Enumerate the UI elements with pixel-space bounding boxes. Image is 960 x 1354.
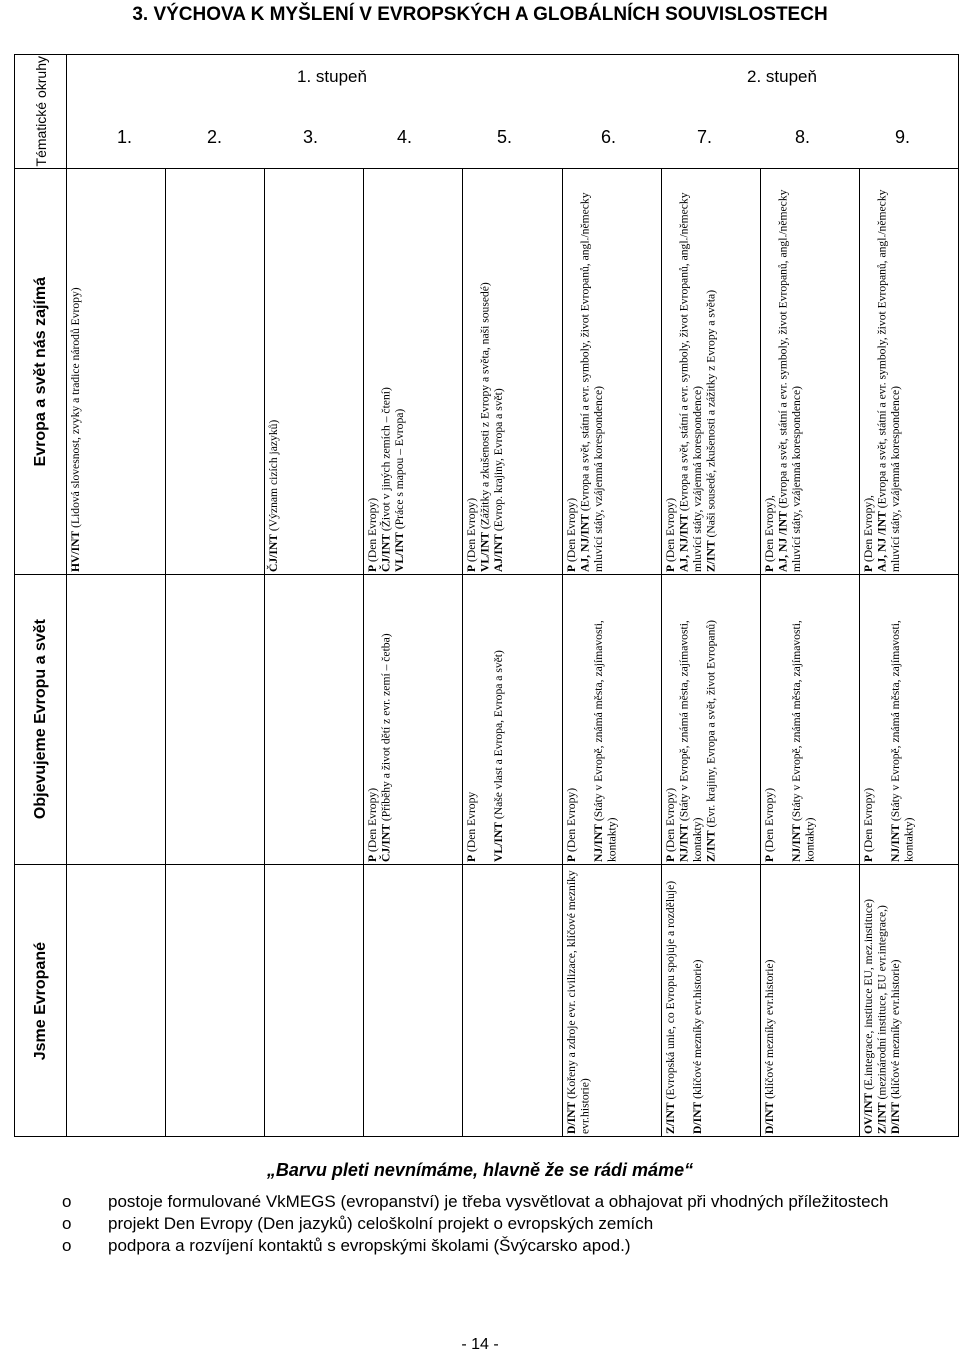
cell-desc: (Život v jiných zemích – čtení) (379, 387, 393, 534)
cell-desc: (Evropa a svět, státní a evr. symboly, život Evropanů, angl./německy mluvící státy, vzájemná korespondence) (875, 189, 902, 572)
cell-line (492, 578, 506, 862)
cell-text (463, 575, 508, 865)
table-cell (67, 575, 166, 865)
cell-line (776, 578, 790, 862)
cell-desc: (Lidová slovesnost, zvyky a tradice národů Evropy) (69, 287, 82, 531)
table-cell (662, 865, 761, 1137)
notes-section (0, 1160, 960, 1257)
cell-desc: (klíčové mezníky evr.historie) (762, 959, 776, 1102)
cell-subject: Z/INT (875, 1102, 889, 1134)
cell-text (860, 169, 905, 575)
cell-desc: (Den Evropy) (366, 787, 380, 855)
note-item (0, 1191, 960, 1213)
cell-subject: AJ, NJ /INT (875, 511, 889, 572)
cell-line (366, 578, 380, 862)
cell-subject: NJ/INT (677, 823, 691, 862)
table-cell (463, 169, 562, 575)
cell-text (463, 865, 467, 1137)
cell-desc (578, 859, 591, 862)
table-cell (364, 169, 463, 575)
cell-desc: (Den Evropy) (762, 787, 776, 855)
note-text: postoje formulované VkMEGS (evropanství) je třeba vysvětlovat a obhajovat při vhodných příležitostech (108, 1192, 889, 1211)
cell-line (69, 172, 83, 572)
cell-desc: (Evrop. krajiny, Evropa a svět) (492, 388, 506, 534)
cell-text (563, 169, 608, 575)
cell-desc (479, 859, 492, 862)
cell-text (662, 865, 707, 1137)
table-cell (662, 575, 761, 865)
cell-subject: VL/INT (478, 532, 492, 572)
note-item (0, 1235, 960, 1257)
cell-subject: D/INT (690, 1101, 704, 1134)
cell-subject: P (762, 564, 776, 572)
grade-label: 2. (207, 127, 223, 147)
column-title: Objevujeme Evropu a svět (31, 619, 49, 820)
cell-text (166, 169, 170, 575)
cell-text (761, 169, 806, 575)
column-objevujeme-header (15, 575, 67, 865)
cell-text (761, 575, 819, 865)
table-cell (761, 169, 860, 575)
cell-subject: P (564, 854, 578, 862)
cell-subject: HV/INT (69, 530, 82, 572)
cell-line (875, 868, 889, 1134)
cell-text (67, 575, 71, 865)
cell-desc: (Den Evropy) (663, 497, 677, 565)
cell-line (677, 868, 691, 1134)
stage-2-label: 2. stupeň (747, 67, 817, 86)
grade-label: 9. (895, 127, 911, 147)
cell-line (664, 868, 678, 1134)
table-cell (166, 169, 265, 575)
cell-text (761, 865, 779, 1137)
cell-desc: (klíčové mezníky evr.historie) (690, 959, 704, 1102)
cell-text (463, 169, 508, 575)
table-cell (265, 169, 364, 575)
cell-text (265, 575, 269, 865)
column-title: Jsme Evropané (31, 941, 49, 1061)
bullet-marker: o (62, 1214, 72, 1233)
cell-desc: (Evropa a svět, státní a evr. symboly, život Evropanů, angl./německy mluvící státy, vzájemná korespondence) (776, 189, 803, 572)
cell-line (393, 172, 407, 572)
cell-desc: (Den Evropy) (564, 497, 578, 565)
note-item (0, 1213, 960, 1235)
cell-line (465, 578, 479, 862)
cell-desc: (Evropská unie, co Evropu spojuje a rozděluje) (663, 880, 677, 1103)
cell-subject: P (366, 854, 380, 862)
cell-line (862, 578, 876, 862)
cell-line (465, 172, 479, 572)
cell-subject: Z/INT (704, 540, 718, 572)
cell-text (860, 865, 905, 1137)
cell-text (67, 865, 71, 1137)
cell-line (862, 868, 876, 1134)
grade-label: 3. (303, 127, 319, 147)
cell-line (704, 172, 718, 572)
cell-line (763, 578, 777, 862)
cell-line (790, 578, 817, 862)
note-text: projekt Den Evropy (Den jazyků) celoškolní projekt o evropských zemích (108, 1214, 654, 1233)
table-body-cell (15, 55, 959, 1137)
table-cell (364, 865, 463, 1137)
cell-line (763, 172, 777, 572)
grade-label: 6. (601, 127, 617, 147)
table-cell (761, 865, 860, 1137)
cell-desc: (Evropa a svět, státní a evr. symboly, život Evropanů, angl./německy mluvící státy, vzájemná korespondence) (578, 192, 605, 572)
table-cell (563, 865, 662, 1137)
cell-desc: (Den Evropy) (564, 787, 578, 855)
cell-subject: NJ/INT (789, 823, 803, 862)
cell-line (479, 578, 493, 862)
cell-line (565, 578, 579, 862)
themes-label: Tématické okruhy (32, 56, 49, 167)
cell-desc: (Den Evropy), (762, 495, 776, 565)
table-cell (166, 865, 265, 1137)
cell-desc: (Den Evropy), (861, 495, 875, 565)
table-cell (860, 865, 959, 1137)
cell-desc: (Kořeny a zdroje evr. civilizace, klíčové mezníky evr.historie) (564, 870, 592, 1134)
cell-desc: (klíčové mezníky evr.historie) (888, 959, 902, 1102)
cell-line (578, 578, 592, 862)
cell-desc: (Den Evropy) (663, 787, 677, 855)
notes-list (0, 1191, 960, 1257)
cell-desc: (Den Evropy) (861, 787, 875, 855)
page-heading: 3. VÝCHOVA K MYŠLENÍ V EVROPSKÝCH A GLOBÁLNÍCH SOUVISLOSTECH (132, 4, 828, 25)
cell-subject: P (663, 564, 677, 572)
cell-text (364, 865, 368, 1137)
cell-subject: VL/INT (492, 822, 506, 862)
bullet-marker: o (62, 1236, 72, 1255)
cell-line (479, 172, 493, 572)
cell-line (691, 868, 705, 1134)
cell-subject: ČJ/INT (379, 823, 393, 862)
cell-text (265, 865, 269, 1137)
cell-line (862, 172, 876, 572)
cell-subject: NJ/INT (888, 823, 902, 862)
cell-subject: P (861, 564, 875, 572)
grade-label: 1. (117, 127, 133, 147)
cell-desc: (Státy v Evropě, známá města, zajímavosti, kontakty) (789, 620, 817, 862)
table-cell (463, 575, 562, 865)
grade-label: 7. (697, 127, 713, 147)
cell-text (563, 575, 621, 865)
cell-line (578, 172, 605, 572)
table-cell (67, 865, 166, 1137)
cell-subject: ČJ/INT (379, 533, 393, 572)
cell-line (875, 172, 902, 572)
cell-desc (677, 1131, 690, 1134)
cell-line (267, 172, 281, 572)
cell-text (265, 169, 283, 575)
cell-text (860, 575, 918, 865)
cell-desc (776, 859, 789, 862)
cell-subject: AJ, NJ/INT (578, 514, 592, 572)
table-cell (166, 575, 265, 865)
cell-desc: (Práce s mapou – Evropa) (393, 408, 407, 533)
cell-subject: NJ/INT (591, 823, 605, 862)
column-jsme-evropane-header (15, 865, 67, 1137)
cell-line (592, 578, 619, 862)
cell-text (166, 575, 170, 865)
cell-subject: P (564, 564, 578, 572)
table-cell (265, 865, 364, 1137)
table-cell (662, 169, 761, 575)
curriculum-table (14, 54, 959, 1137)
cell-subject: OV/INT (861, 1092, 875, 1134)
cell-desc: (Zážitky a zkušenosti z Evropy a světa, naši sousedé) (478, 282, 492, 533)
themes-label-cell (15, 55, 67, 169)
cell-text (662, 169, 720, 575)
cell-subject: P (465, 564, 479, 572)
column-title: Evropa a svět nás zajímá (31, 276, 49, 467)
cell-line (664, 578, 678, 862)
cell-subject: P (366, 564, 380, 572)
cell-line (380, 578, 394, 862)
cell-subject: D/INT (564, 1101, 578, 1134)
cell-desc: (mezinárodní instituce, EU evr.integrace,) (875, 905, 889, 1103)
stage-header (67, 55, 959, 169)
cell-subject: D/INT (888, 1101, 902, 1134)
cell-text (563, 865, 594, 1137)
cell-desc (875, 859, 888, 862)
table-cell (761, 575, 860, 865)
cell-desc: (Den Evropy) (366, 497, 380, 565)
cell-desc: (E.integrace, instituce EU, mez.instituce) (861, 898, 875, 1093)
stage-1-label: 1. stupeň (297, 67, 367, 86)
cell-line (380, 172, 394, 572)
cell-subject: VL/INT (393, 532, 407, 572)
cell-line (763, 868, 777, 1134)
cell-subject: P (465, 854, 479, 862)
cell-subject: AJ, NJ /INT (776, 511, 790, 572)
cell-desc: (Evr. krajiny, Evropa a svět, život Evropanů) (704, 619, 718, 831)
cell-subject: P (762, 854, 776, 862)
cell-text (364, 575, 395, 865)
cell-desc: (Den Evropy) (465, 497, 479, 565)
cell-text (166, 865, 170, 1137)
column-evropa-a-svet-header (15, 169, 67, 575)
cell-subject: AJ/INT (492, 533, 506, 572)
table-cell (860, 575, 959, 865)
cell-line (677, 172, 704, 572)
cell-text (364, 169, 409, 575)
cell-line (366, 172, 380, 572)
table-cell (265, 575, 364, 865)
note-text: podpora a rozvíjení kontaktů s evropskými školami (Švýcarsko apod.) (108, 1236, 631, 1255)
cell-desc: (Význam cizích jazyků) (267, 419, 281, 534)
cell-line (677, 578, 704, 862)
cell-subject: P (663, 854, 677, 862)
cell-subject: P (861, 854, 875, 862)
cell-line (889, 578, 916, 862)
page-number: - 14 - (461, 1336, 499, 1353)
cell-line (664, 172, 678, 572)
table-cell (463, 865, 562, 1137)
cell-desc: (Příběhy a život dětí z evr. zemí – četba) (379, 633, 393, 824)
cell-desc: (Naši sousedé, zkušenosti a zážitky z Evropy a světa) (704, 289, 718, 541)
cell-subject: Z/INT (663, 1102, 677, 1134)
cell-text (662, 575, 720, 865)
grade-label: 4. (397, 127, 413, 147)
cell-desc: (Naše vlast a Evropa, Evropa a svět) (492, 650, 506, 823)
cell-desc: (Státy v Evropě, známá města, zajímavosti, kontakty) (591, 620, 619, 862)
cell-subject: Z/INT (704, 830, 718, 862)
cell-line (704, 578, 718, 862)
table-cell (563, 575, 662, 865)
cell-line (565, 868, 592, 1134)
cell-subject: AJ, NJ/INT (677, 514, 691, 572)
cell-line (776, 172, 803, 572)
cell-line (565, 172, 579, 572)
cell-desc: (Den Evropy (465, 791, 479, 855)
table-cell (563, 169, 662, 575)
cell-text (67, 169, 85, 575)
cell-desc: (Státy v Evropě, známá města, zajímavosti, kontakty) (888, 620, 916, 862)
cell-subject: ČJ/INT (267, 533, 281, 572)
cell-desc: (Evropa a svět, státní a evr. symboly, život Evropanů, angl./německy mluvící státy, vzájemná korespondence) (677, 192, 704, 572)
grade-label: 5. (497, 127, 513, 147)
bullet-marker: o (62, 1192, 72, 1211)
cell-line (875, 578, 889, 862)
grade-label: 8. (795, 127, 811, 147)
slogan: „Barvu pleti nevnímáme, hlavně že se rádi máme“ (266, 1160, 694, 1180)
cell-line (889, 868, 903, 1134)
table-cell (67, 169, 166, 575)
table-cell (860, 169, 959, 575)
table-cell (364, 575, 463, 865)
cell-subject: D/INT (762, 1101, 776, 1134)
cell-desc: (Státy v Evropě, známá města, zajímavosti, kontakty) (677, 620, 704, 862)
cell-line (492, 172, 506, 572)
